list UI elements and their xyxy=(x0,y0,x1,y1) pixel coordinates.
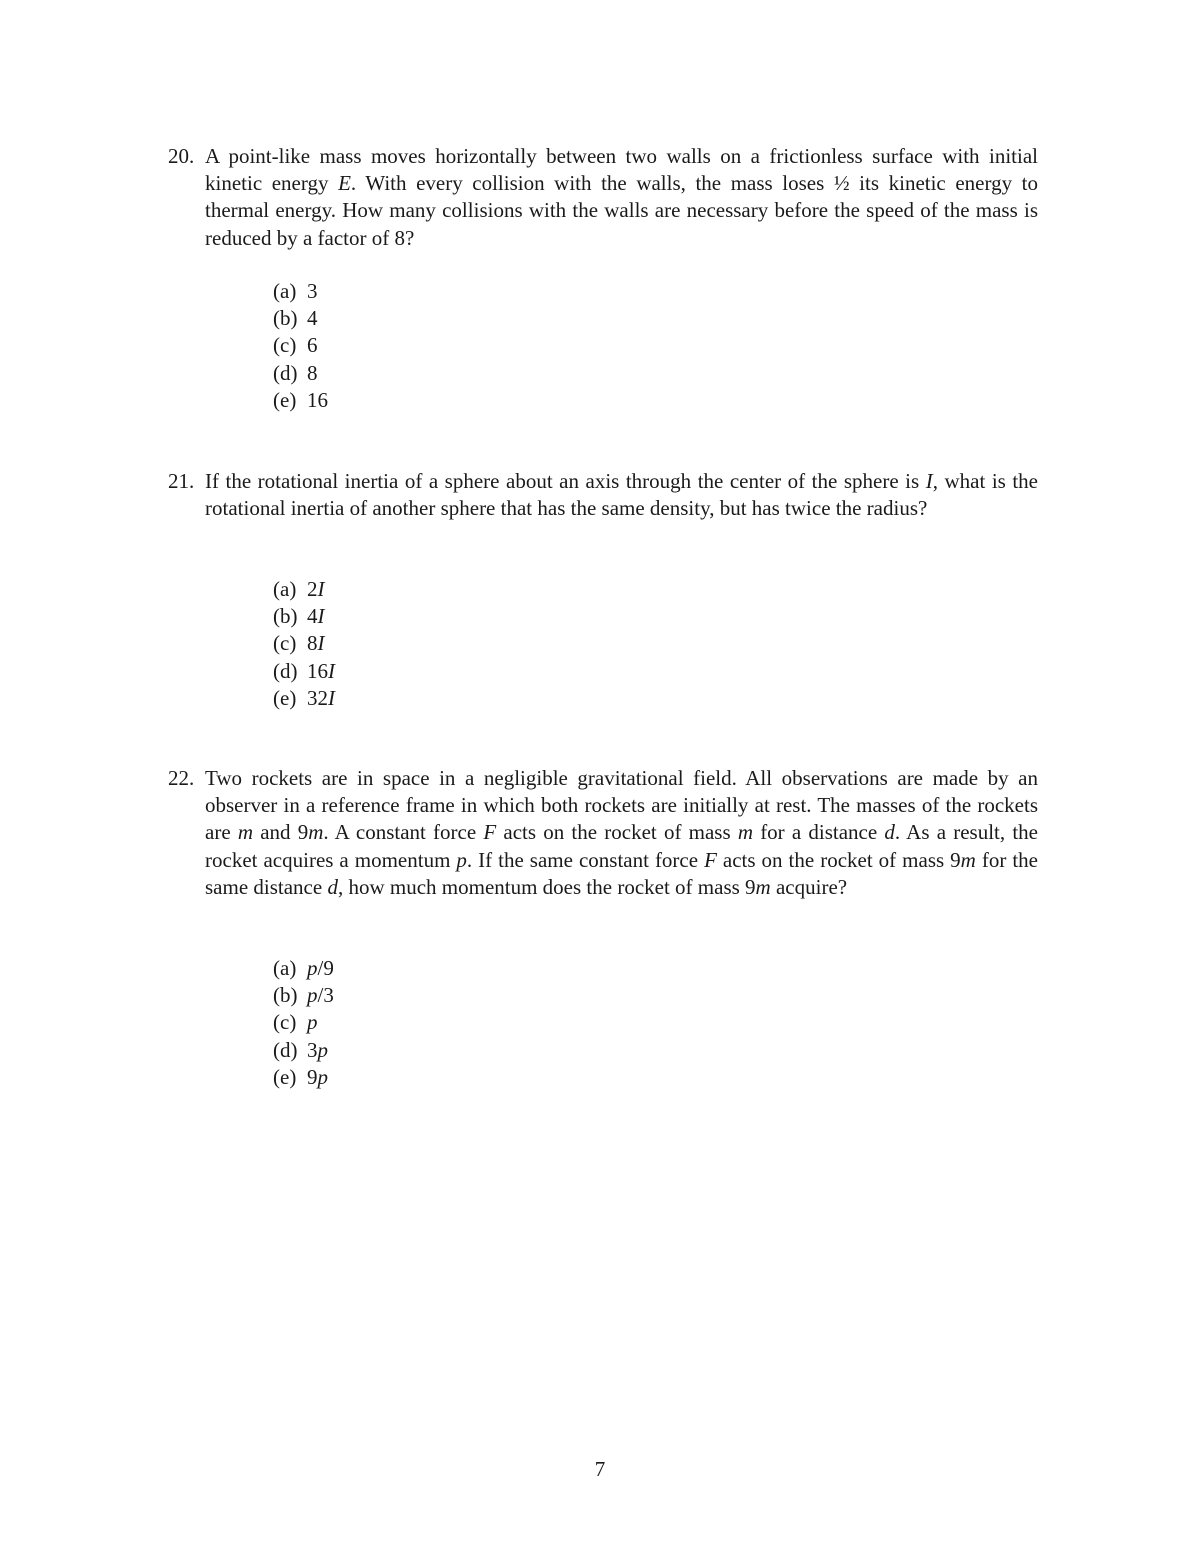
question-text xyxy=(205,143,1038,252)
text-segment: , how much momentum does the rocket of mass 9 xyxy=(337,874,756,899)
question-22-row xyxy=(168,765,1038,901)
question-22 xyxy=(168,765,1038,901)
variable-F: F xyxy=(483,820,497,845)
answer-choice-b[interactable]: (b) p/3 xyxy=(273,983,334,1008)
question-number: 21. xyxy=(168,469,195,493)
variable-d: d xyxy=(884,820,895,845)
variable-m: m xyxy=(237,820,253,845)
question-20 xyxy=(168,143,1038,252)
answer-choices-20 xyxy=(273,278,328,414)
variable-F: F xyxy=(704,847,717,872)
text-segment: . If the same constant force xyxy=(466,847,705,872)
variable-m: m xyxy=(308,820,324,845)
answer-choice-c[interactable]: (c) 8I xyxy=(273,631,325,656)
text-segment: . A constant force xyxy=(323,820,484,845)
question-20-row xyxy=(168,143,1038,252)
answer-choice-d[interactable]: (d) 3p xyxy=(273,1037,328,1062)
answer-choices-22 xyxy=(273,955,334,1091)
text-segment: for a distance xyxy=(753,820,885,845)
text-segment: If the rotational inertia of a sphere about an axis through the center of the sphere is xyxy=(205,469,926,493)
answer-choice-c[interactable]: (c) 6 xyxy=(273,333,318,358)
text-segment: , what is the rotational inertia of another sphere that has the same density, but has twice the radius? xyxy=(205,469,1039,521)
question-text xyxy=(205,765,1038,901)
answer-choice-a[interactable]: (a) p/9 xyxy=(273,956,334,980)
answer-choice-e[interactable]: (e) 9p xyxy=(273,1064,328,1089)
variable-p: p xyxy=(456,847,467,872)
question-21-row xyxy=(168,468,1038,522)
answer-choice-b[interactable]: (b) 4 xyxy=(273,306,318,331)
text-segment: Two rockets are in space in a negligible gravitational field. All observations are made by an observer in a reference frame in which both rockets are initially at rest. The masses of the rockets are xyxy=(205,766,1038,845)
text-segment: A point-like mass moves horizontally between two walls on a frictionless surface with initial kinetic energy xyxy=(205,144,1038,196)
text-segment: acts on the rocket of mass xyxy=(496,820,738,845)
answer-choice-e[interactable]: (e) 16 xyxy=(273,387,328,412)
answer-choices-21 xyxy=(273,576,335,712)
answer-choice-d[interactable]: (d) 8 xyxy=(273,360,318,385)
question-text xyxy=(205,468,1038,522)
answer-choice-e[interactable]: (e) 32I xyxy=(273,685,335,710)
text-segment: . With every collision with the walls, the mass loses ½ its kinetic energy to thermal energy. How many collisions with the walls are necessary before the speed of the mass is reduced by a factor of 8? xyxy=(205,171,1038,250)
answer-choice-a[interactable]: (a) 3 xyxy=(273,279,318,303)
variable-m: m xyxy=(755,874,771,899)
text-segment: acts on the rocket of mass 9 xyxy=(716,847,961,872)
answer-choice-c[interactable]: (c) p xyxy=(273,1010,318,1035)
variable-d: d xyxy=(327,874,338,899)
variable-E: E xyxy=(338,171,351,196)
answer-choice-d[interactable]: (d) 16I xyxy=(273,658,335,683)
text-segment: . As a result, the rocket acquires a momentum xyxy=(205,820,1038,872)
text-segment: for the same distance xyxy=(205,847,1038,899)
variable-m: m xyxy=(960,847,976,872)
text-segment: and 9 xyxy=(253,820,309,845)
question-number: 22. xyxy=(168,766,195,790)
variable-m: m xyxy=(737,820,753,845)
page-number: 7 xyxy=(594,1457,606,1481)
variable-I: I xyxy=(925,469,933,493)
text-segment: acquire? xyxy=(770,874,848,899)
answer-choice-b[interactable]: (b) 4I xyxy=(273,604,325,629)
question-21 xyxy=(168,468,1038,522)
answer-choice-a[interactable]: (a) 2I xyxy=(273,577,325,601)
question-number: 20. xyxy=(168,144,195,168)
